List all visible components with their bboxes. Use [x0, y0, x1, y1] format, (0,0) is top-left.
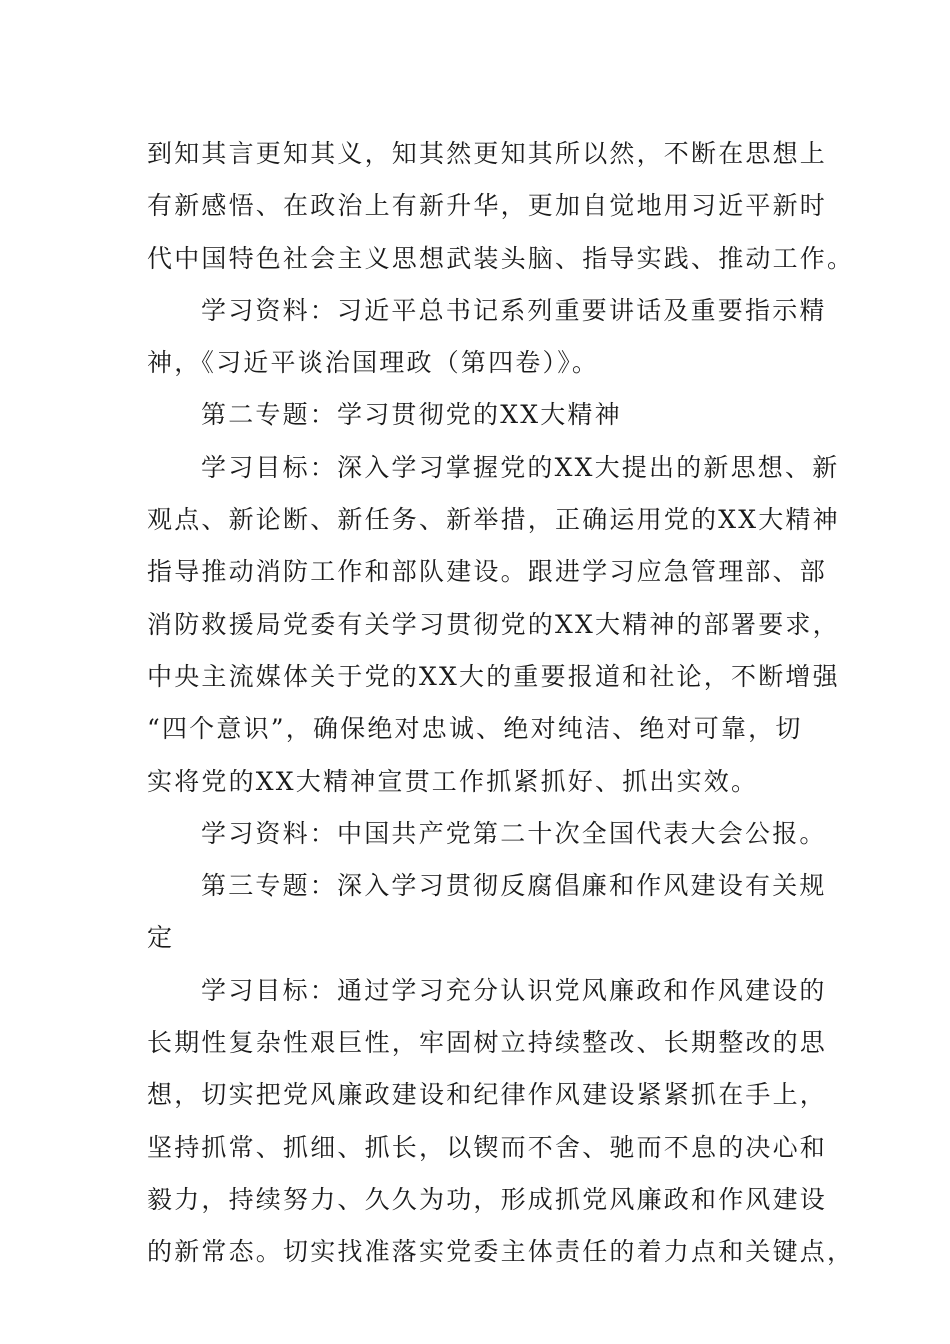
text-line: 毅力，持续努力、久久为功，形成抓党风廉政和作风建设 — [147, 1184, 828, 1214]
text-line: 的新常态。切实找准落实党委主体责任的着力点和关键点， — [147, 1237, 855, 1267]
section-heading-topic-2 — [147, 389, 807, 441]
text-line: 长期性复杂性艰巨性，牢固树立持续整改、长期整改的思 — [147, 1028, 828, 1058]
paragraph-study-goals-2 — [147, 442, 840, 808]
text-line: 到知其言更知其义，知其然更知其所以然，不断在思想上 — [147, 139, 828, 168]
text-line: 代中国特色社会主义思想武装头脑、指导实践、推动工作。 — [147, 243, 855, 273]
paragraph-study-goals-3 — [147, 965, 855, 1279]
body-text — [147, 128, 855, 1279]
text-line: 消防救援局党委有关学习贯彻党的XX大精神的部署要求， — [147, 609, 840, 639]
text-line: 观点、新论断、新任务、新举措，正确运用党的XX大精神 — [147, 505, 840, 535]
text-line: 学习资料：习近平总书记系列重要讲话及重要指示精 — [201, 295, 827, 325]
text-line: 学习目标：深入学习掌握党的XX大提出的新思想、新 — [201, 452, 840, 482]
text-line: 第二专题：学习贯彻党的XX大精神 — [201, 400, 622, 430]
text-line: 神，《习近平谈治国理政（第四卷）》。 — [147, 348, 600, 378]
text-line: “四个意识”，确保绝对忠诚、绝对纯洁、绝对可靠，切 — [147, 714, 803, 744]
paragraph-continuation — [147, 128, 855, 285]
paragraph-study-materials-2 — [147, 808, 827, 860]
text-line: 有新感悟、在政治上有新升华，更加自觉地用习近平新时 — [147, 191, 828, 221]
text-line: 学习资料：中国共产党第二十次全国代表大会公报。 — [201, 818, 827, 848]
text-line: 坚持抓常、抓细、抓长，以锲而不舍、驰而不息的决心和 — [147, 1132, 828, 1162]
text-line: 实将党的XX大精神宣贯工作抓紧抓好、抓出实效。 — [147, 766, 759, 796]
text-line: 指导推动消防工作和部队建设。跟进学习应急管理部、部 — [147, 557, 828, 587]
text-line: 中央主流媒体关于党的XX大的重要报道和社论，不断增强 — [147, 661, 840, 691]
text-line: 学习目标：通过学习充分认识党风廉政和作风建设的 — [201, 975, 827, 1005]
text-line: 第三专题：深入学习贯彻反腐倡廉和作风建设有关规 — [201, 871, 827, 901]
text-line: 定 — [147, 923, 175, 953]
paragraph-study-materials-1 — [147, 285, 827, 390]
section-heading-topic-3 — [147, 860, 827, 965]
text-line: 想，切实把党风廉政建设和纪律作风建设紧紧抓在手上， — [147, 1080, 828, 1110]
